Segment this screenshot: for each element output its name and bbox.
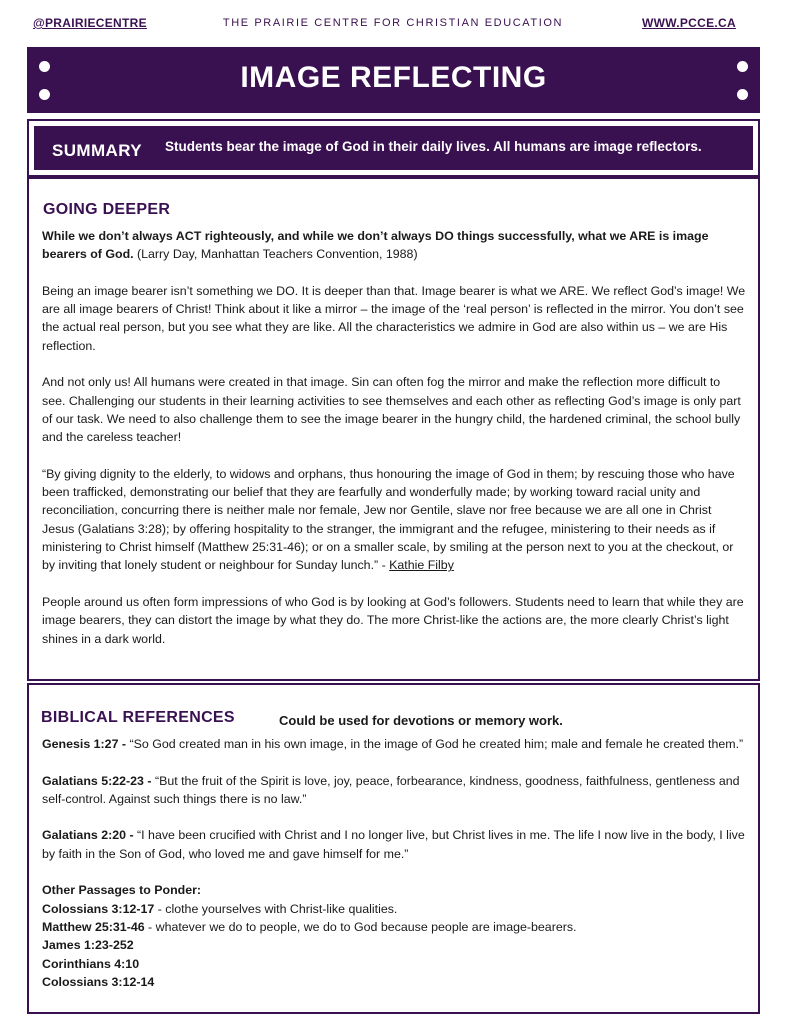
passage-text: - whatever we do to people, we do to God because people are image-bearers. — [144, 919, 577, 934]
other-passages — [42, 881, 747, 991]
biblical-references-title: BIBLICAL REFERENCES — [41, 709, 235, 726]
scripture-reference — [42, 735, 747, 753]
passage-citation: Matthew 25:31-46 — [42, 919, 145, 934]
filby-quote: “By giving dignity to the elderly, to widows and orphans, thus honouring the image of God in them; by rescuing those who have been trafficked, demonstrating our belief that they are fearfully and wonderfully made; by working toward racial unity and reconciliation, concurring there is neither male nor female, Jew nor Gentile, slave nor free because we are all one in Christ Jesus (Galatians 3:28); by offering hospitality to the stranger, the immigrant and the refugee, ministering to their needs as if ministering to Christ himself (Matthew 25:31-46); or on a smaller scale, by smiling at the person next to you at the checkout, or by inviting that lonely student or neighbour for Sunday lunch.” - — [42, 466, 735, 573]
page-header — [0, 0, 786, 44]
paragraph — [42, 465, 747, 575]
paragraph: People around us often form impressions of who God is by looking at God’s followers. Students need to learn that while they are image bearers, they can distort the image by what they do. The more Christ-like the actions are, the more clearly Christ’s light shines in a dark world. — [42, 594, 744, 646]
passage-item: James 1:23-252 — [42, 938, 134, 953]
social-handle-link[interactable]: @PRAIRIECENTRE — [33, 16, 147, 30]
passage-citation: Colossians 3:12-17 — [42, 901, 155, 916]
other-passages-title: Other Passages to Ponder: — [42, 883, 202, 898]
quote-source: (Larry Day, Manhattan Teachers Convention, 1988) — [133, 247, 418, 262]
website-link[interactable]: WWW.PCCE.CA — [642, 16, 736, 30]
scripture-reference — [42, 826, 747, 863]
going-deeper-title: GOING DEEPER — [43, 201, 171, 218]
organization-name: THE PRAIRIE CENTRE FOR CHRISTIAN EDUCATION — [222, 17, 564, 29]
passage-item: Colossians 3:12-14 — [42, 974, 155, 989]
passage-text: - clothe yourselves with Christ-like qualities. — [154, 901, 398, 916]
summary-text: Students bear the image of God in their daily lives. All humans are image reflectors. — [165, 139, 702, 154]
author-link[interactable]: Kathie Filby — [389, 558, 454, 573]
opening-quote — [42, 227, 747, 264]
going-deeper-body — [42, 227, 747, 666]
quote-bold-text: While we don’t always ACT righteously, and while we don’t always DO things successfully, what we ARE is image bearers of God. — [42, 229, 709, 262]
reference-text: “But the fruit of the Spirit is love, joy, peace, forbearance, kindness, goodness, faithfulness, gentleness and self-control. Against such things there is no law.” — [42, 773, 740, 806]
scripture-reference — [42, 772, 747, 809]
summary-panel — [34, 126, 753, 170]
reference-citation: Galatians 2:20 - — [42, 828, 138, 843]
passage-item — [42, 918, 747, 936]
biblical-references-section — [27, 683, 760, 1014]
summary-box — [27, 119, 760, 177]
reference-citation: Galatians 5:22-23 - — [42, 773, 155, 788]
references-body — [42, 735, 747, 991]
passage-item — [42, 900, 747, 918]
title-banner — [27, 47, 760, 113]
reference-citation: Genesis 1:27 - — [42, 737, 130, 751]
references-note: Could be used for devotions or memory work. — [279, 713, 563, 728]
paragraph: And not only us! All humans were created in that image. Sin can often fog the mirror and make the reflection more difficult to see. Challenging our students in their learning activities to see themselves and each other as reflecting God’s image is only part of our task. We need to also challenge them to see the image bearer in the hungry child, the hardened criminal, the school bully and the careless teacher! — [42, 375, 741, 445]
summary-label: SUMMARY — [52, 141, 142, 160]
reference-text: “I have been crucified with Christ and I no longer live, but Christ lives in me. The life I now live in the body, I live by faith in the Son of God, who loved me and gave himself for me.” — [42, 828, 745, 861]
reference-text: “So God created man in his own image, in the image of God he created him; male and female he created them.” — [129, 737, 744, 751]
passage-item: Corinthians 4:10 — [42, 956, 140, 971]
going-deeper-section — [27, 177, 760, 681]
paragraph: Being an image bearer isn’t something we DO. It is deeper than that. Image bearer is what we ARE. We reflect God’s image! We are all image bearers of Christ! Think about it like a mirror – the image of the ‘real person’ is reflected in the mirror. You don’t see the actual real person, but you see what they are like. All the characteristics we admire in God are also within us – we are His reflection. — [42, 283, 746, 353]
page-title: IMAGE REFLECTING — [240, 61, 547, 94]
